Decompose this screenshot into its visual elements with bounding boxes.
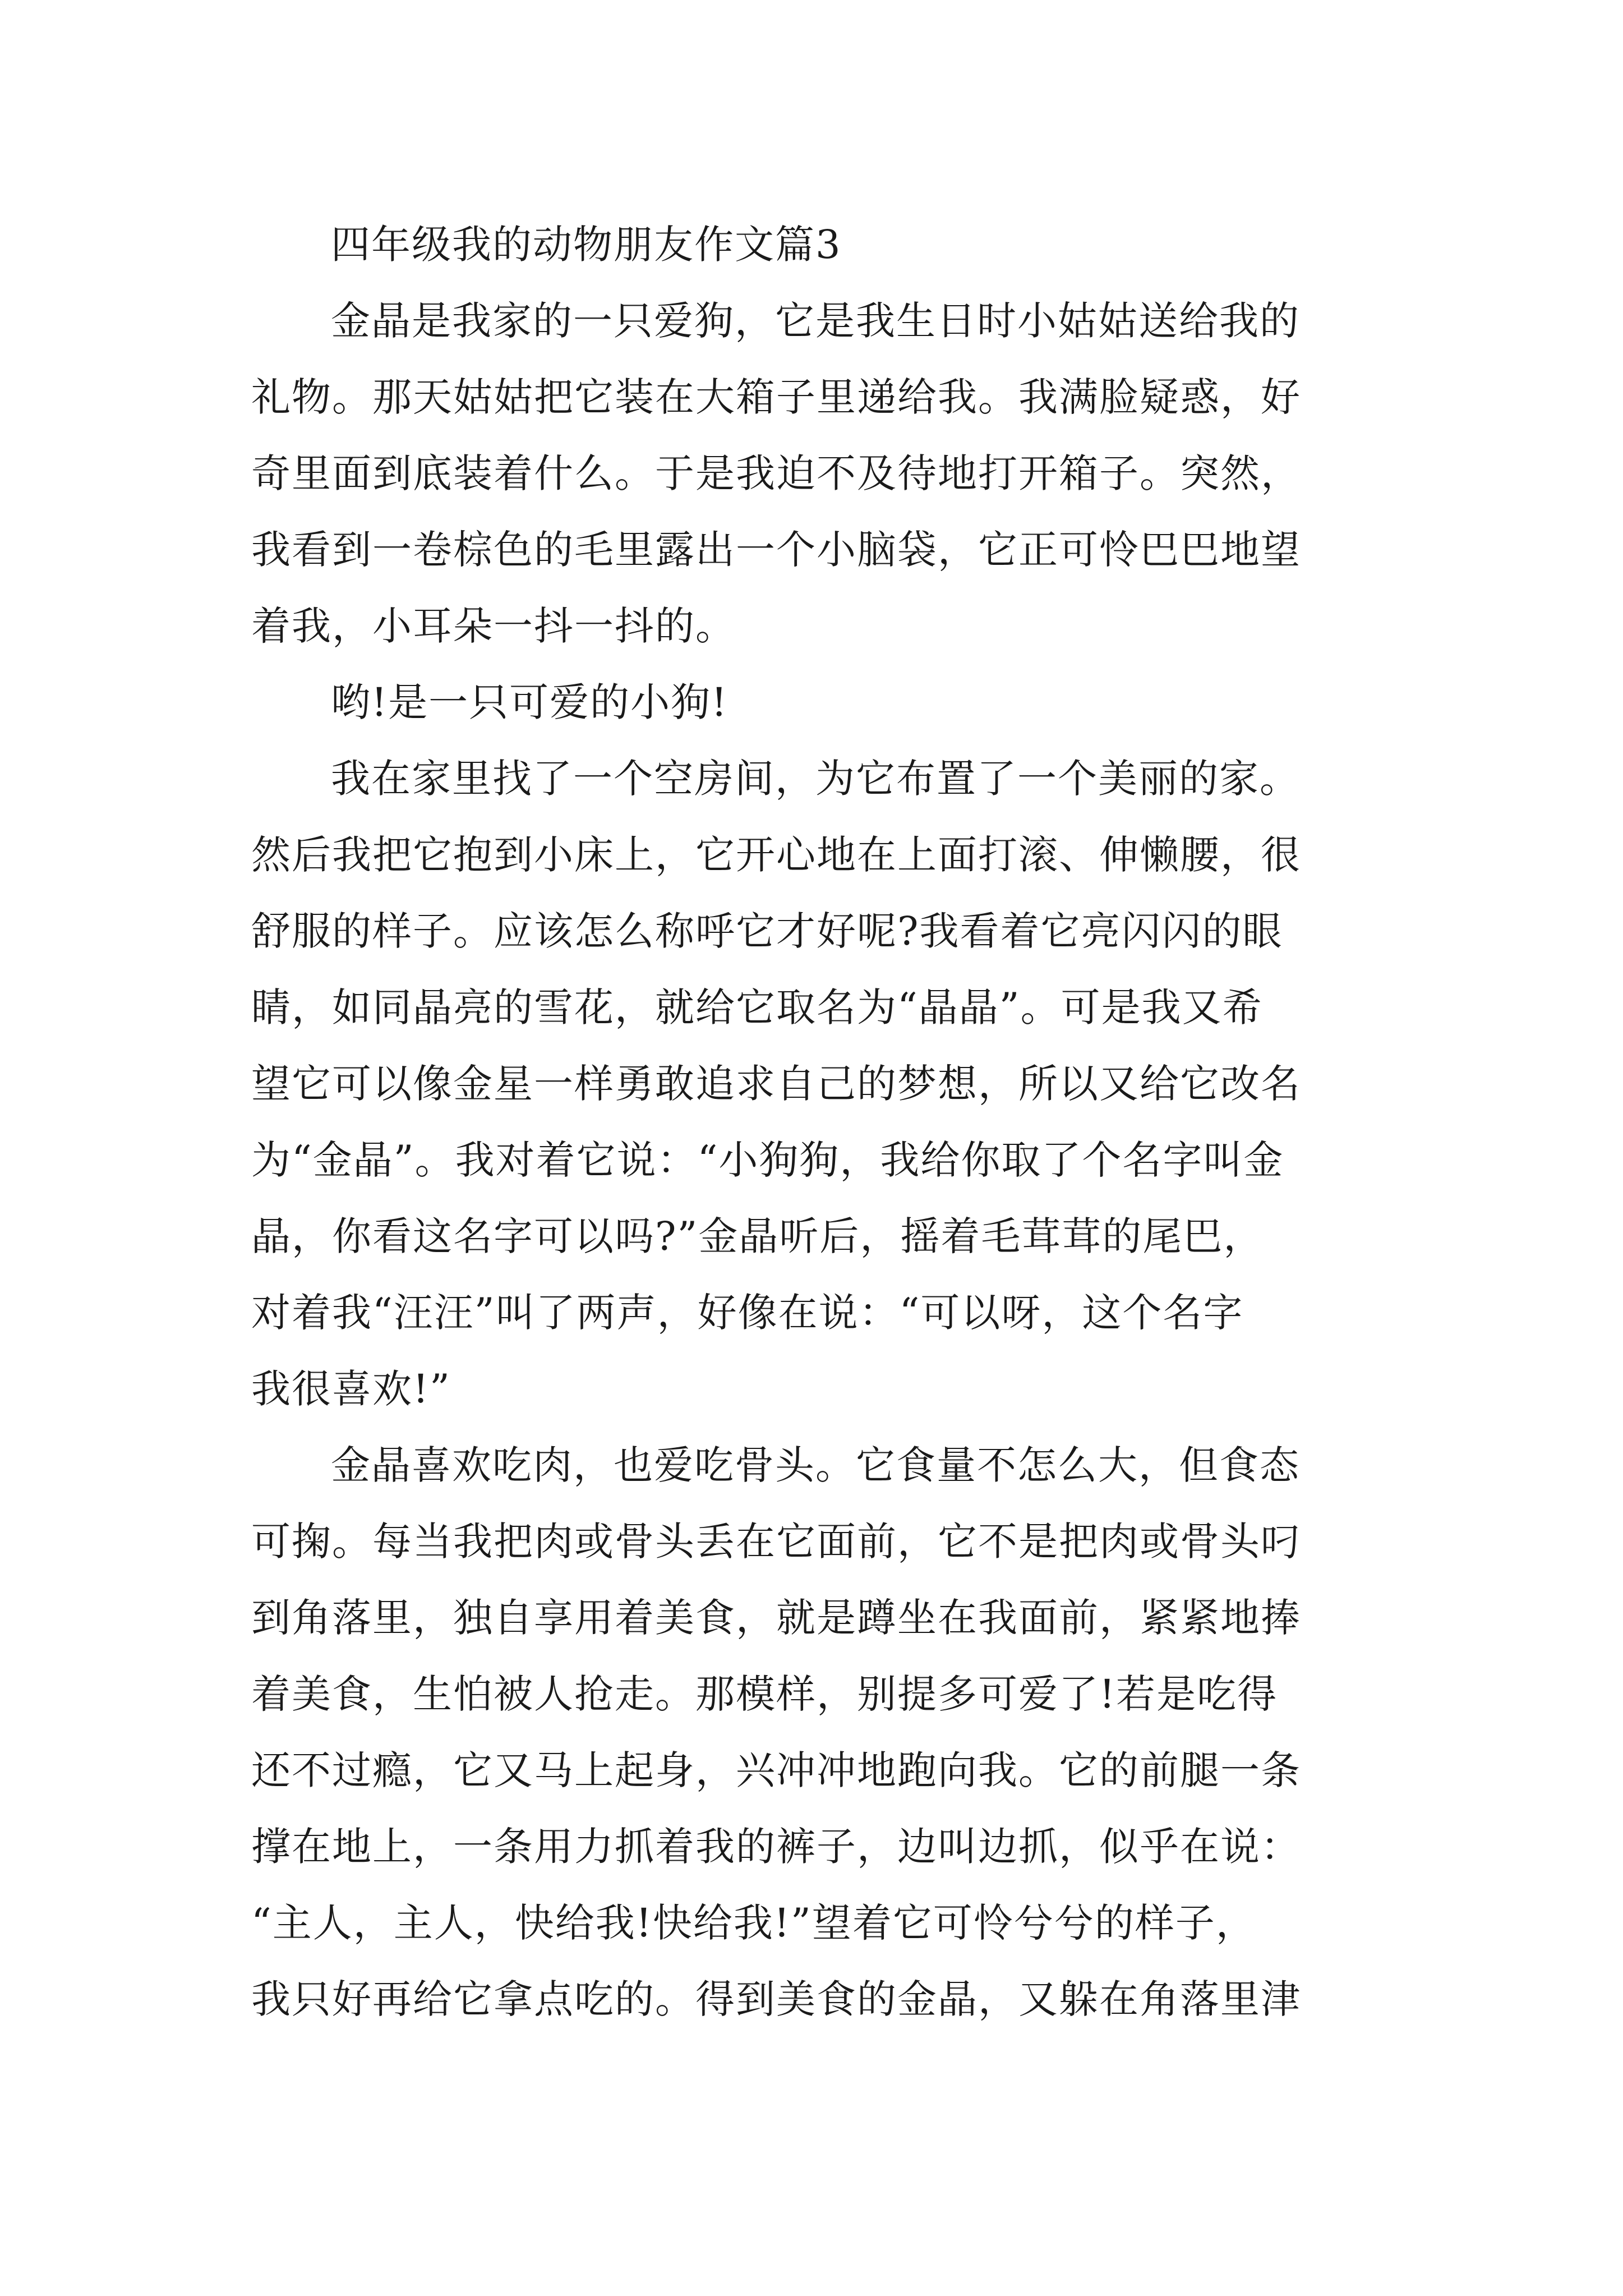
- paragraph-line: 礼物。那天姑姑把它装在大箱子里递给我。我满脸疑惑，好: [251, 374, 1301, 420]
- paragraph-line: 我很喜欢!”: [251, 1366, 451, 1412]
- paragraph-line: 我在家里找了一个空房间，为它布置了一个美丽的家。: [331, 756, 1300, 802]
- paragraph-3: [251, 740, 1390, 1427]
- paragraph-line: 望它可以像金星一样勇敢追求自己的梦想，所以又给它改名: [251, 1061, 1301, 1107]
- paragraph-line: 着美食，生怕被人抢走。那模样，别提多可爱了!若是吃得: [251, 1671, 1278, 1717]
- paragraph-line: 睛，如同晶亮的雪花，就给它取名为“晶晶”。可是我又希: [251, 984, 1263, 1030]
- paragraph-line: 我只好再给它拿点吃的。得到美食的金晶，又躲在角落里津: [251, 1976, 1301, 2022]
- paragraph-line: 哟!是一只可爱的小狗!: [331, 679, 728, 725]
- paragraph-1: [251, 283, 1390, 664]
- paragraph-line: 金晶是我家的一只爱狗，它是我生日时小姑姑送给我的: [331, 298, 1300, 344]
- paragraph-line: 金晶喜欢吃肉，也爱吃骨头。它食量不怎么大，但食态: [331, 1442, 1300, 1488]
- essay-body: [251, 206, 1390, 2037]
- paragraph-line: 可掬。每当我把肉或骨头丢在它面前，它不是把肉或骨头叼: [251, 1519, 1301, 1565]
- paragraph-line: 晶，你看这名字可以吗?”金晶听后，摇着毛茸茸的尾巴，: [251, 1213, 1264, 1259]
- paragraph-line: 奇里面到底装着什么。于是我迫不及待地打开箱子。突然，: [251, 450, 1301, 496]
- paragraph-line: 然后我把它抱到小床上，它开心地在上面打滚、伸懒腰，很: [251, 832, 1301, 878]
- paragraph-4: [251, 1427, 1390, 2037]
- paragraph-line: 还不过瘾，它又马上起身，兴冲冲地跑向我。它的前腿一条: [251, 1747, 1301, 1793]
- paragraph-line: 为“金晶”。我对着它说：“小狗狗，我给你取了个名字叫金: [251, 1137, 1284, 1183]
- paragraph-line: 着我，小耳朵一抖一抖的。: [251, 603, 736, 649]
- paragraph-line: 我看到一卷棕色的毛里露出一个小脑袋，它正可怜巴巴地望: [251, 527, 1301, 573]
- paragraph-line: 撑在地上，一条用力抓着我的裤子，边叫边抓，似乎在说：: [251, 1824, 1301, 1870]
- essay-title: 四年级我的动物朋友作文篇3: [331, 222, 842, 268]
- paragraph-line: “主人，主人，快给我!快给我!”望着它可怜兮兮的样子，: [251, 1900, 1256, 1946]
- paragraph-line: 到角落里，独自享用着美食，就是蹲坐在我面前，紧紧地捧: [251, 1595, 1301, 1641]
- paragraph-line: 对着我“汪汪”叫了两声，好像在说：“可以呀，这个名字: [251, 1290, 1244, 1336]
- paragraph-line: 舒服的样子。应该怎么称呼它才好呢?我看着它亮闪闪的眼: [251, 908, 1283, 954]
- paragraph-2: [251, 664, 1390, 740]
